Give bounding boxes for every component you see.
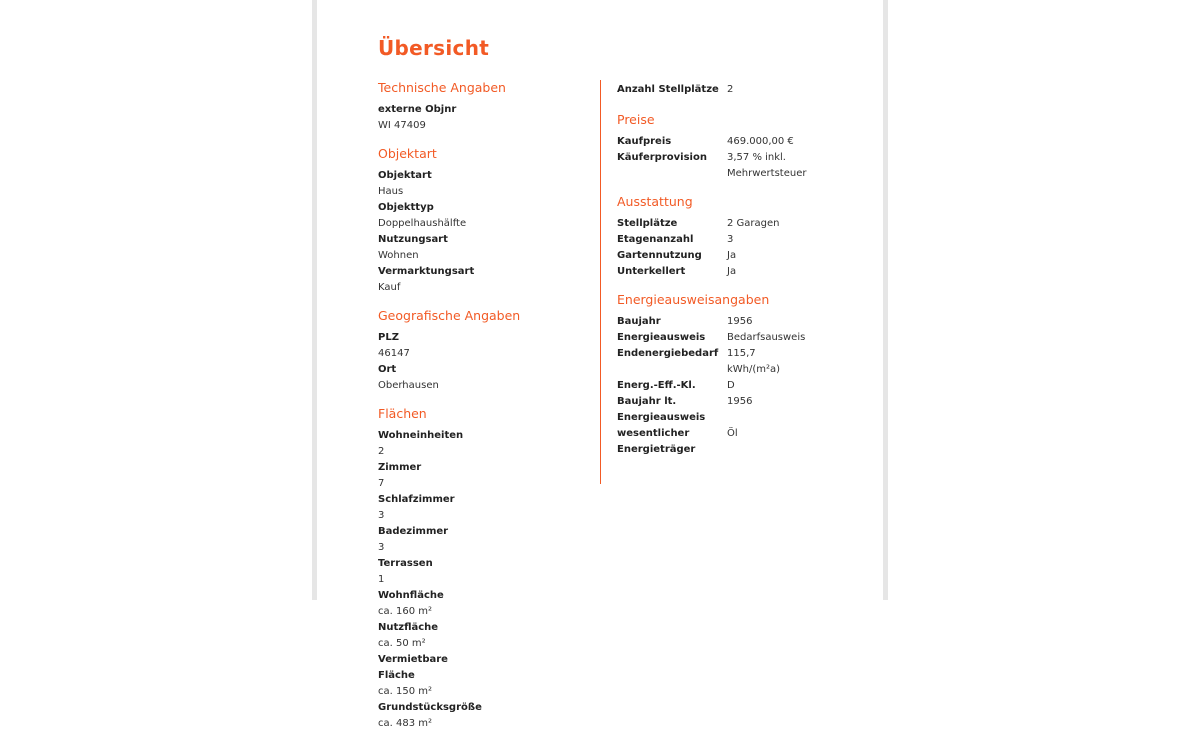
- detail-row: [378, 588, 588, 620]
- section-technische-angaben: [378, 80, 588, 134]
- detail-row: [617, 232, 857, 248]
- section-heading: Preise: [617, 112, 655, 127]
- section-ausstattung: [617, 194, 857, 280]
- row-label: Endenergiebedarf: [617, 348, 719, 359]
- row-value: 2: [378, 446, 385, 457]
- right-column: [600, 80, 857, 484]
- detail-row: [617, 426, 857, 458]
- section-preise: [617, 112, 857, 182]
- section-heading: Flächen: [378, 406, 427, 421]
- row-label: Energieausweis: [617, 332, 706, 343]
- row-label: Nutzfläche: [378, 622, 439, 633]
- detail-row: [378, 460, 588, 492]
- row-label: Etagenanzahl: [617, 234, 694, 245]
- detail-row: [617, 248, 857, 264]
- section-stellplaetze-summary: [617, 82, 857, 98]
- row-value: Haus: [378, 186, 404, 197]
- row-label: Terrassen: [378, 558, 433, 569]
- section-heading: Ausstattung: [617, 194, 693, 209]
- left-column: [378, 80, 588, 732]
- detail-row: [378, 200, 588, 232]
- section-heading: Geografische Angaben: [378, 308, 521, 323]
- detail-row: [617, 394, 857, 426]
- row-value: 3,57 % inkl. Mehrwertsteuer: [727, 152, 807, 179]
- detail-row: [617, 134, 857, 150]
- section-heading: Objektart: [378, 146, 437, 161]
- row-label: Energ.-Eff.-Kl.: [617, 380, 696, 391]
- section-geografische-angaben: [378, 308, 588, 394]
- row-value: 3: [727, 234, 734, 245]
- detail-row: [378, 264, 588, 296]
- row-label: PLZ: [378, 332, 399, 343]
- row-label: Vermarktungsart: [378, 266, 475, 277]
- row-label: Objekttyp: [378, 202, 434, 213]
- row-label: Käuferprovision: [617, 152, 707, 163]
- row-label: Unterkellert: [617, 266, 686, 277]
- detail-row: [617, 346, 857, 378]
- detail-row: [617, 314, 857, 330]
- row-label: Wohnfläche: [378, 590, 444, 601]
- row-value: 1956: [727, 396, 753, 407]
- detail-row: [617, 378, 857, 394]
- row-label: Ort: [378, 364, 397, 375]
- row-label: Objektart: [378, 170, 432, 181]
- detail-row: [617, 82, 857, 98]
- detail-row: [378, 102, 588, 134]
- detail-row: [378, 362, 588, 394]
- row-value: 46147: [378, 348, 410, 359]
- row-value: 115,7 kWh/(m²a): [727, 348, 781, 375]
- row-label: Nutzungsart: [378, 234, 448, 245]
- detail-row: [617, 330, 857, 346]
- row-value: Doppelhaushälfte: [378, 218, 467, 229]
- detail-row: [378, 556, 588, 588]
- row-label: Badezimmer: [378, 526, 449, 537]
- row-label: Grundstücksgröße: [378, 702, 482, 713]
- row-label: Baujahr lt. Energieausweis: [617, 396, 706, 423]
- row-label: Anzahl Stellplätze: [617, 84, 719, 95]
- row-value: Kauf: [378, 282, 401, 293]
- row-label: wesentlicher Energieträger: [617, 428, 696, 455]
- row-value: 1956: [727, 316, 753, 327]
- section-energieausweisangaben: [617, 292, 857, 458]
- row-value: D: [727, 380, 735, 391]
- row-value: ca. 160 m²: [378, 606, 432, 617]
- row-value: 2: [727, 84, 734, 95]
- detail-row: [378, 428, 588, 460]
- row-label: Schlafzimmer: [378, 494, 455, 505]
- detail-row: [378, 620, 588, 652]
- row-value: 1: [378, 574, 385, 585]
- row-value: ca. 483 m²: [378, 718, 432, 729]
- detail-row: [378, 492, 588, 524]
- row-value: 3: [378, 542, 385, 553]
- row-value: Öl: [727, 428, 738, 439]
- row-label: Baujahr: [617, 316, 661, 327]
- detail-row: [378, 168, 588, 200]
- detail-row: [617, 264, 857, 280]
- section-objektart: [378, 146, 588, 296]
- row-value: Ja: [727, 266, 737, 277]
- detail-row: [378, 524, 588, 556]
- row-label: externe Objnr: [378, 104, 457, 115]
- detail-row: [378, 330, 588, 362]
- row-value: 3: [378, 510, 385, 521]
- detail-row: [617, 216, 857, 232]
- row-value: Wohnen: [378, 250, 419, 261]
- section-flaechen: [378, 406, 588, 732]
- row-value: 2 Garagen: [727, 218, 780, 229]
- row-value: ca. 50 m²: [378, 638, 426, 649]
- row-value: WI 47409: [378, 120, 426, 131]
- row-label: Zimmer: [378, 462, 422, 473]
- row-value: Bedarfsausweis: [727, 332, 806, 343]
- section-heading: Technische Angaben: [378, 80, 506, 95]
- detail-row: [617, 150, 857, 182]
- row-label: Wohneinheiten: [378, 430, 464, 441]
- row-value: 7: [378, 478, 385, 489]
- row-value: Oberhausen: [378, 380, 439, 391]
- detail-row: [378, 652, 588, 700]
- page-title: Übersicht: [378, 36, 490, 60]
- row-value: Ja: [727, 250, 737, 261]
- row-label: Stellplätze: [617, 218, 678, 229]
- detail-row: [378, 700, 588, 732]
- row-label: Gartennutzung: [617, 250, 702, 261]
- row-label: Vermietbare Fläche: [378, 654, 448, 681]
- row-label: Kaufpreis: [617, 136, 672, 147]
- row-value: ca. 150 m²: [378, 686, 432, 697]
- section-heading: Energieausweisangaben: [617, 292, 770, 307]
- detail-row: [378, 232, 588, 264]
- row-value: 469.000,00 €: [727, 136, 794, 147]
